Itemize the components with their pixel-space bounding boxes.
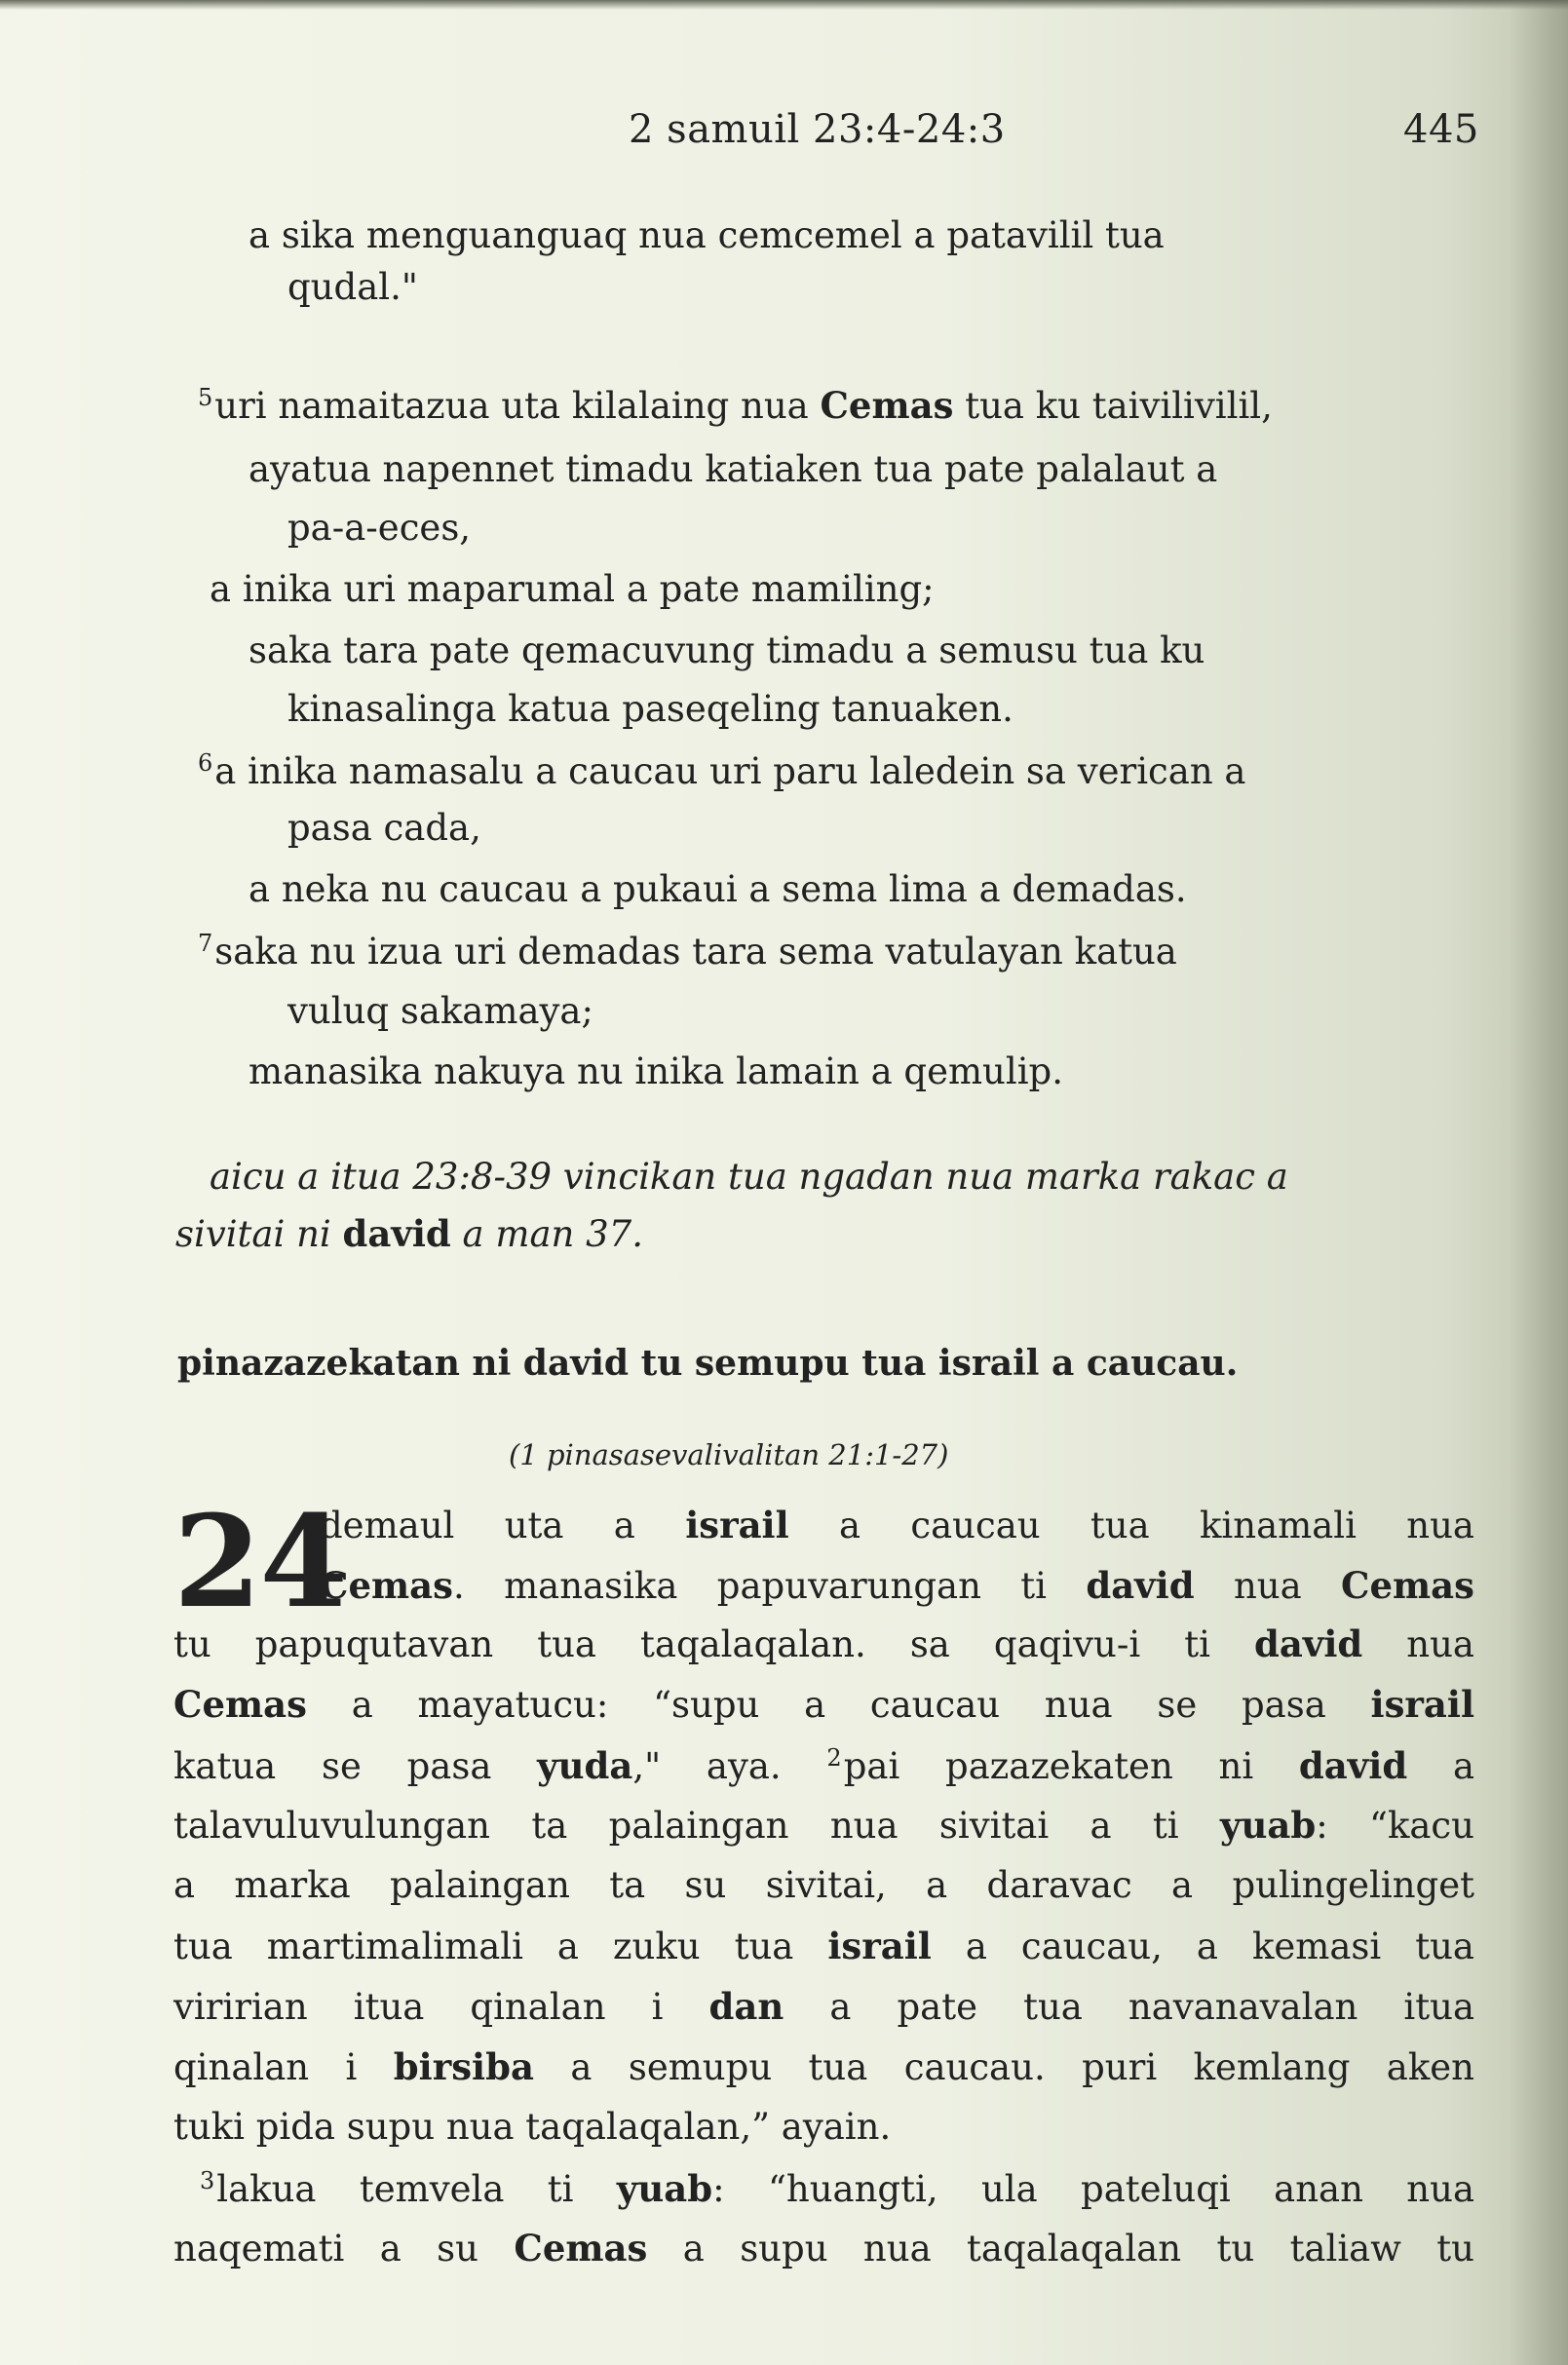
poem-line: qudal." [287, 266, 418, 308]
body-line: naqemati a su Cemas a supu nua taqalaqalan tu taliaw tu [173, 2227, 1474, 2270]
body-line: $^3$lakua temvela ti yuab: “huangti, ula pateluqi anan nua [200, 2167, 1475, 2210]
chapter-number: 24 [173, 1487, 346, 1636]
poem-line: a neka nu caucau a pukaui a sema lima a demadas. [249, 868, 1187, 910]
body-line: Cemas a mayatucu: “supu a caucau nua se pasa israil [173, 1683, 1474, 1726]
cross-reference-note: sivitai ni david a man 37. [175, 1212, 643, 1255]
body-line: tuki pida supu nua taqalaqalan,” ayain. [173, 2106, 892, 2148]
poem-line: kinasalinga katua paseqeling tanuaken. [287, 688, 1013, 730]
body-line: demaul uta a israil a caucau tua kinamali nua [320, 1504, 1474, 1546]
verse-6-line: $^6$a inika namasalu a caucau uri paru laledein sa verican a [198, 749, 1246, 792]
top-edge [0, 0, 1568, 10]
poem-line: a inika uri maparumal a pate mamiling; [210, 568, 935, 610]
body-line: qinalan i birsiba a semupu tua caucau. puri kemlang aken [173, 2045, 1474, 2088]
body-line: tu papuqutavan tua taqalaqalan. sa qaqivu-i ti david nua [173, 1622, 1474, 1665]
poem-line: pa-a-eces, [287, 507, 472, 549]
poem-line: pasa cada, [287, 807, 481, 849]
body-line: viririan itua qinalan i dan a pate tua navanavalan itua [173, 1985, 1474, 2028]
verse-number: 3 [200, 2167, 215, 2194]
body-line: katua se pasa yuda," aya. $^2$pai pazazekaten ni david a [173, 1744, 1474, 1787]
cross-reference-note: aicu a itua 23:8-39 vincikan tua ngadan nua marka rakac a [210, 1156, 1288, 1198]
body-line: tua martimalimali a zuku tua israil a caucau, a kemasi tua [173, 1925, 1474, 1967]
body-line: talavuluvulungan ta palaingan nua sivitai a ti yuab: “kacu [173, 1804, 1474, 1847]
verse-number: 2 [826, 1744, 842, 1772]
body-line: a marka palaingan ta su sivitai, a daravac a pulingelinget [173, 1864, 1474, 1906]
page-number: 445 [1403, 107, 1479, 152]
binding-shadow [1510, 0, 1568, 2365]
poem-line: a sika menguanguaq nua cemcemel a patavilil tua [249, 214, 1165, 256]
poem-line: vuluq sakamaya; [287, 990, 593, 1032]
poem-line: ayatua napennet timadu katiaken tua pate palalaut a [249, 448, 1218, 490]
verse-number: 6 [198, 749, 213, 777]
verse-7-line: $^7$saka nu izua uri demadas tara sema vatulayan katua [198, 930, 1177, 973]
verse-number: 7 [198, 930, 213, 957]
poem-line: manasika nakuya nu inika lamain a qemulip. [249, 1050, 1064, 1092]
verse-5-line: $^5$uri namaitazua uta kilalaing nua Cemas tua ku taivilivilil, [198, 384, 1273, 427]
body-line: Cemas. manasika papuvarungan ti david nua Cemas [320, 1564, 1474, 1607]
running-header: 2 samuil 23:4-24:3 [629, 107, 1006, 152]
section-heading: pinazazekatan ni david tu semupu tua israil a caucau. [177, 1343, 1239, 1384]
verse-number: 5 [198, 384, 213, 411]
parallel-reference: (1 pinasasevalivalitan 21:1-27) [509, 1438, 949, 1471]
poem-line: saka tara pate qemacuvung timadu a semusu tua ku [249, 629, 1205, 671]
